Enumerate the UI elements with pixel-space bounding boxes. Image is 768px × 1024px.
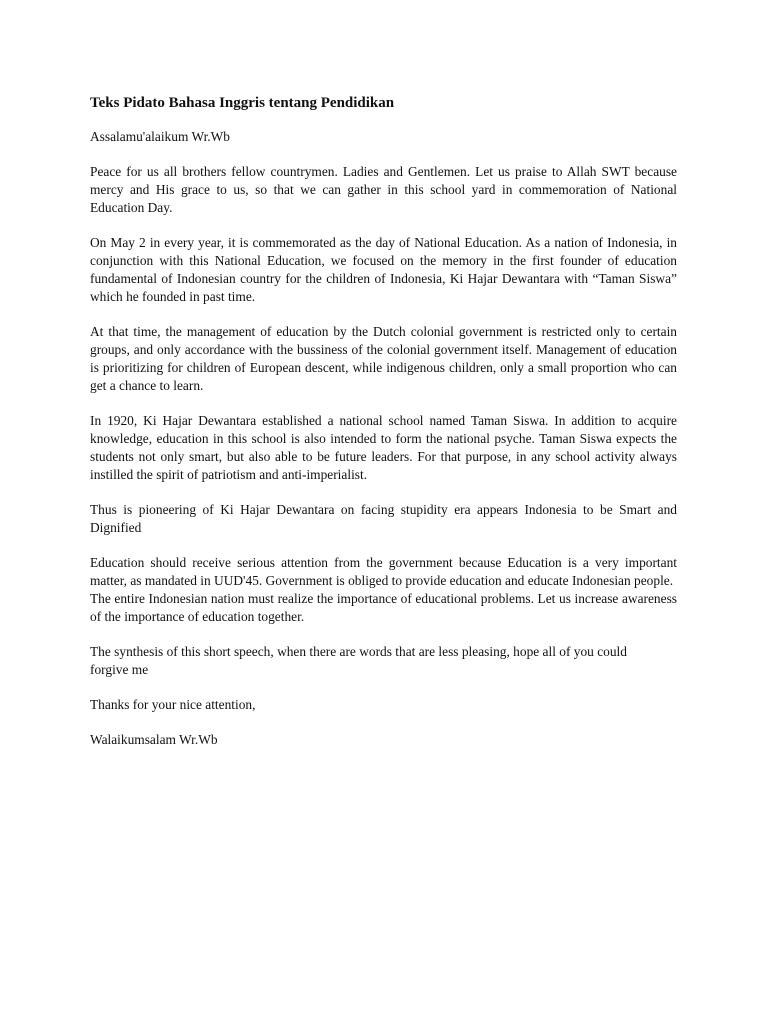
thanks-line: Thanks for your nice attention,	[90, 697, 256, 712]
synthesis-line-1: The synthesis of this short speech, when there are words that are less pleasing, hope all of you could	[90, 644, 627, 659]
paragraph-opening: Peace for us all brothers fellow countrymen. Ladies and Gentlemen. Let us praise to Allah SWT because mercy and His grace to us, so that we can gather in this school yard in commemoration of National Education Day.	[90, 164, 677, 215]
paragraph-national-education-day: On May 2 in every year, it is commemorated as the day of National Education. As a nation of Indonesia, in conjunction with this National Education, we focused on the memory in the first founder of education fundamental of Indonesian country for the children of Indonesia, Ki Hajar Dewantara with “Taman Siswa” which he founded in past time.	[90, 235, 677, 304]
paragraph-taman-siswa: In 1920, Ki Hajar Dewantara established a national school named Taman Siswa. In addition to acquire knowledge, education in this school is also intended to form the national psyche. Taman Siswa expects the students not only smart, but also able to be future leaders. For that purpose, in any school activity always instilled the spirit of patriotism and anti-imperialist.	[90, 413, 677, 482]
synthesis-line-2: forgive me	[90, 662, 149, 677]
document-title: Teks Pidato Bahasa Inggris tentang Pendidikan	[90, 95, 395, 111]
paragraph-colonial-era: At that time, the management of education by the Dutch colonial government is restricted only to certain groups, and only accordance with the bussiness of the colonial government itself. Management of education is prioritizing for children of European descent, while indigenous children, only a small proportion who can get a chance to learn.	[90, 324, 677, 393]
paragraph-synthesis	[90, 643, 677, 679]
document-page	[90, 94, 677, 766]
greeting: Assalamu'alaikum Wr.Wb	[90, 129, 230, 144]
paragraph-pioneering: Thus is pioneering of Ki Hajar Dewantara on facing stupidity era appears Indonesia to be Smart and Dignified	[90, 502, 677, 535]
paragraph-awareness: The entire Indonesian nation must realize the importance of educational problems. Let us increase awareness of the importance of education together.	[90, 591, 677, 624]
closing-line: Walaikumsalam Wr.Wb	[90, 732, 218, 747]
paragraph-government: Education should receive serious attention from the government because Education is a very important matter, as mandated in UUD'45. Government is obliged to provide education and educate Indonesian people.	[90, 555, 677, 588]
